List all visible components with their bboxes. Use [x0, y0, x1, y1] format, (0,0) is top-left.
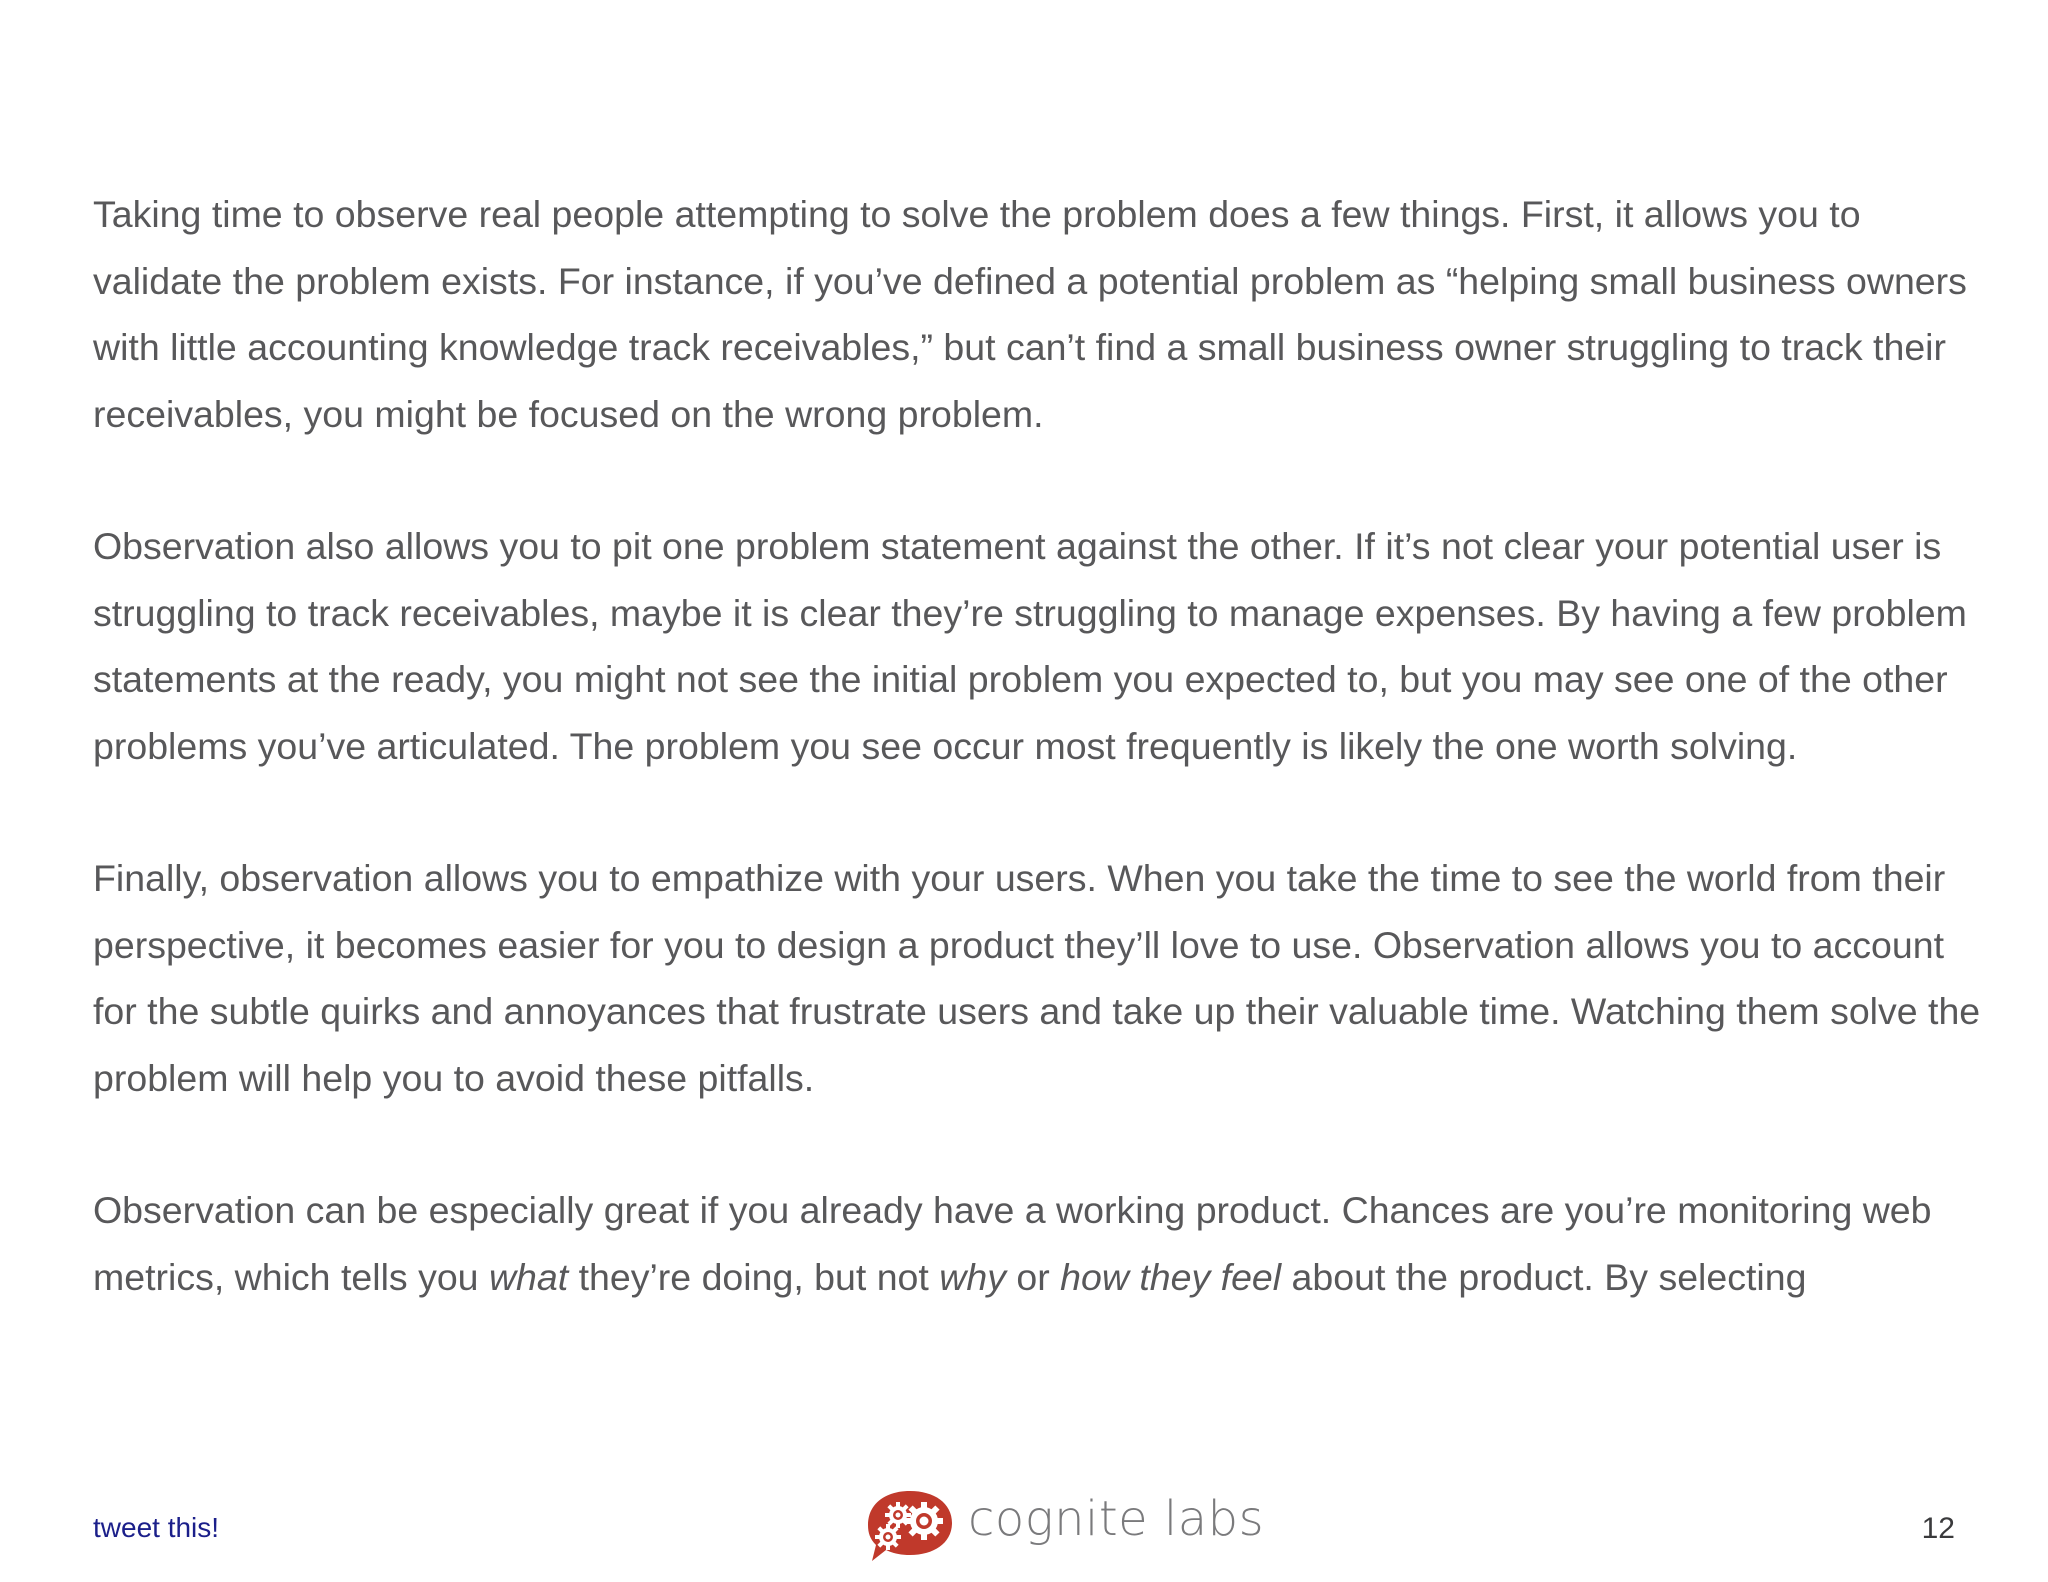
paragraph-text: Observation also allows you to pit one problem statement against the other. If it’s not clear your potential user is struggling to track receivables, maybe it is clear they’re struggling to manage expenses. By having a few problem statements at the ready, you might not see the initial problem you expected to, but you may see one of the other problems you’ve articulated. The problem you see occur most frequently is likely the one worth solving. [93, 525, 1967, 767]
paragraph-text: or [1005, 1255, 1061, 1298]
emphasized-text: what [488, 1255, 569, 1298]
logo-wordmark: cognite labs [968, 1491, 1265, 1547]
paragraph-1 [93, 181, 1993, 447]
tweet-this-link[interactable]: tweet this! [93, 1512, 220, 1543]
cognite-labs-logo [860, 1480, 1264, 1570]
page-number: 12 [1921, 1512, 1955, 1545]
body-text [93, 181, 1993, 1310]
paragraph-text: Observation can be especially great if you already have a working product. Chances are you’re monitoring web metrics, which tells you [93, 1189, 1932, 1298]
paragraph-text: they’re doing, but not [568, 1255, 940, 1298]
emphasized-text: how they feel [1060, 1255, 1282, 1298]
paragraph-4 [93, 1177, 1993, 1310]
paragraph-2 [93, 513, 1993, 779]
paragraph-text: about the product. By selecting [1281, 1255, 1807, 1298]
paragraph-text: Finally, observation allows you to empathize with your users. When you take the time to see the world from their perspective, it becomes easier for you to design a product they’ll love to use. Observation allows you to account for the subtle quirks and annoyances that frustrate users and take up their valuable time. Watching them solve the problem will help you to avoid these pitfalls. [93, 857, 1981, 1099]
gears-speech-bubble-icon [860, 1485, 958, 1565]
paragraph-text: Taking time to observe real people attempting to solve the problem does a few things. First, it allows you to validate the problem exists. For instance, if you’ve defined a potential problem as “helping small business owners with little accounting knowledge track receivables,” but can’t find a small business owner struggling to track their receivables, you might be focused on the wrong problem. [93, 193, 1967, 435]
emphasized-text: why [939, 1255, 1006, 1298]
paragraph-3 [93, 845, 1993, 1111]
